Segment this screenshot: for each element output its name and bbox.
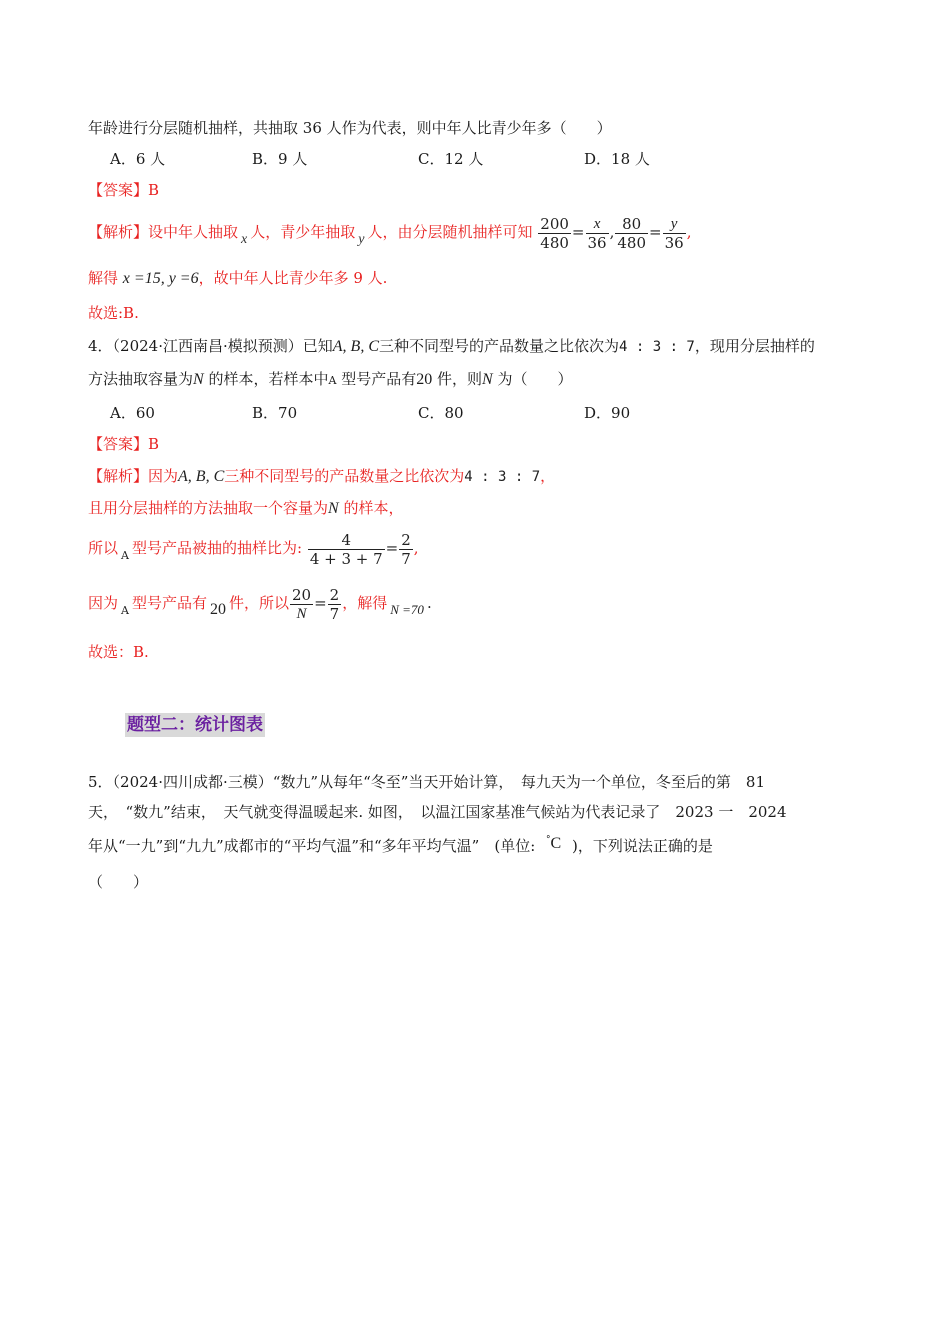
q3-option-a: A．6 人 [110,150,166,168]
q5-stem-line2: 天， “数九”结束， 天气就变得温暖起来. 如图， 以温江国家基准气候站为代表记录了 2023 一 2024 [88,803,787,821]
small-a: A [121,549,129,562]
analysis-text: 解得 [88,269,119,287]
stem-text: )，下列说法正确的是 [572,837,713,855]
analysis-text: 因为 [88,594,119,612]
q3-answer: 【答案】B [88,181,160,199]
q3-analysis-line2 [88,268,387,289]
analysis-text: 的样本， [343,499,404,517]
var-x: x [241,232,248,247]
q4-analysis-line1 [88,466,555,487]
analysis-text: ， [540,467,556,485]
q3-option-c: C．12 人 [418,150,484,168]
fraction-denominator: 480 [540,233,569,252]
stem-text: 三种不同型号的产品数量之比依次为 [378,337,619,355]
stem-text: 年从“一九”到“九九”成都市的“平均气温”和“多年平均气温” (单位: [88,837,536,855]
q3-conclusion: 故选:B. [88,304,139,322]
fraction-numerator: x [586,215,609,234]
var-n: N [328,500,339,517]
fraction [615,215,648,252]
var-y: y [358,232,365,247]
analysis-text: 且用分层抽样的方法抽取一个容量为 [88,499,329,517]
fraction-numerator: y [663,215,686,234]
equals-sign: = [314,594,327,612]
q4-option-b: B．70 [252,404,298,422]
equals-sign: = [649,223,662,241]
stem-text: 的样本，若样本中 [208,370,329,388]
stem-math: A, B, C [332,338,379,355]
small-a: A [121,604,129,617]
stem-text: 型号产品有 [341,370,417,388]
fraction-denominator: N [296,605,307,622]
unit-c: C [550,835,562,852]
fraction-denominator: 4 + 3 + 7 [309,549,383,568]
q4-stem-line2 [88,369,573,391]
analysis-text: 人，青少年抽取 [250,223,356,241]
stem-text: 为（ ） [497,370,573,388]
fraction [308,531,385,568]
analysis-label: 【解析】 [88,467,149,485]
fraction-numerator: 2 [329,585,340,604]
analysis-math: A, B, C [178,468,225,485]
fraction [663,215,686,252]
fraction [399,531,413,568]
q4-conclusion: 故选：B. [88,643,149,661]
section-title: 题型二：统计图表 [127,715,263,735]
q3-analysis-line1 [88,213,691,253]
q4-answer: 【答案】B [88,435,160,453]
num-20: 20 [209,601,226,618]
fraction-denominator: 7 [329,604,340,623]
comma: , [609,223,615,241]
q5-stem-line4: （ ） [88,873,149,891]
ratio-math: 4 : 3 : 7 [619,339,695,355]
stem-text: 方法抽取容量为 [88,370,194,388]
num-20: 20 [416,371,433,388]
analysis-text: 人，由分层随机抽样可知 [367,223,533,241]
analysis-text: 件，所以 [228,594,289,612]
equals-sign: = [571,223,585,241]
analysis-label: 【解析】 [88,223,149,241]
fraction-numerator: 2 [401,530,411,549]
equals-sign: = [385,539,399,557]
q3-stem: 年龄进行分层随机抽样，共抽取 36 人作为代表，则中年人比青少年多（ ） [88,119,612,137]
fraction-denominator: 36 [664,233,684,252]
stem-text: 件，则 [437,370,483,388]
period: . [426,594,432,612]
fraction [290,586,313,623]
q4-analysis-line3 [88,528,419,570]
analysis-text: 型号产品有 [131,594,207,612]
q3-option-d: D．18 人 [584,150,650,168]
ratio-math: 4 : 3 : 7 [464,469,541,485]
fraction-numerator: 4 [308,531,385,550]
solution-math: x =15, y =6 [122,270,199,287]
fraction-denominator: 480 [617,233,647,252]
degree-icon: ° [546,835,551,845]
small-a: A [328,374,337,387]
q4-option-a: A．60 [110,404,155,422]
q5-stem-line1: 5．（2024·四川成都·三模）“数九”从每年“冬至”当天开始计算， 每九天为一个单位，冬至后的第 81 [88,773,766,791]
q4-stem-line1 [88,336,815,357]
var-n: N [482,371,493,388]
fraction-numerator: 20 [292,585,312,604]
fraction [538,215,571,252]
analysis-text: ，解得 [342,594,388,612]
analysis-text: 型号产品被抽的抽样比为: [131,539,303,557]
comma: , [413,539,419,557]
fraction [328,586,342,623]
fraction-denominator: 36 [587,233,607,252]
analysis-text: ，故中年人比青少年多 9 人. [198,269,388,287]
q4-option-c: C．80 [418,404,464,422]
comma: , [686,223,692,241]
analysis-text: 因为 [148,467,179,485]
fraction-denominator: 7 [401,549,411,568]
var-n: N [193,371,204,388]
q4-analysis-line2 [88,498,403,519]
q4-option-d: D．90 [584,404,631,422]
solution-math: N =70 [390,602,424,617]
analysis-text: 设中年人抽取 [148,223,239,241]
stem-text: 4．（2024·江西南昌·模拟预测）已知 [88,337,333,355]
fraction-numerator: 200 [540,214,569,233]
stem-text: ，现用分层抽样的 [694,337,815,355]
q4-analysis-line4 [88,583,432,625]
analysis-text: 所以 [88,539,119,557]
fraction [586,215,609,252]
analysis-text: 三种不同型号的产品数量之比依次为 [224,467,465,485]
fraction-numerator: 80 [615,215,648,234]
q3-option-b: B．9 人 [252,150,308,168]
degree-celsius-unit [546,834,561,852]
q5-stem-line3 [88,836,713,859]
